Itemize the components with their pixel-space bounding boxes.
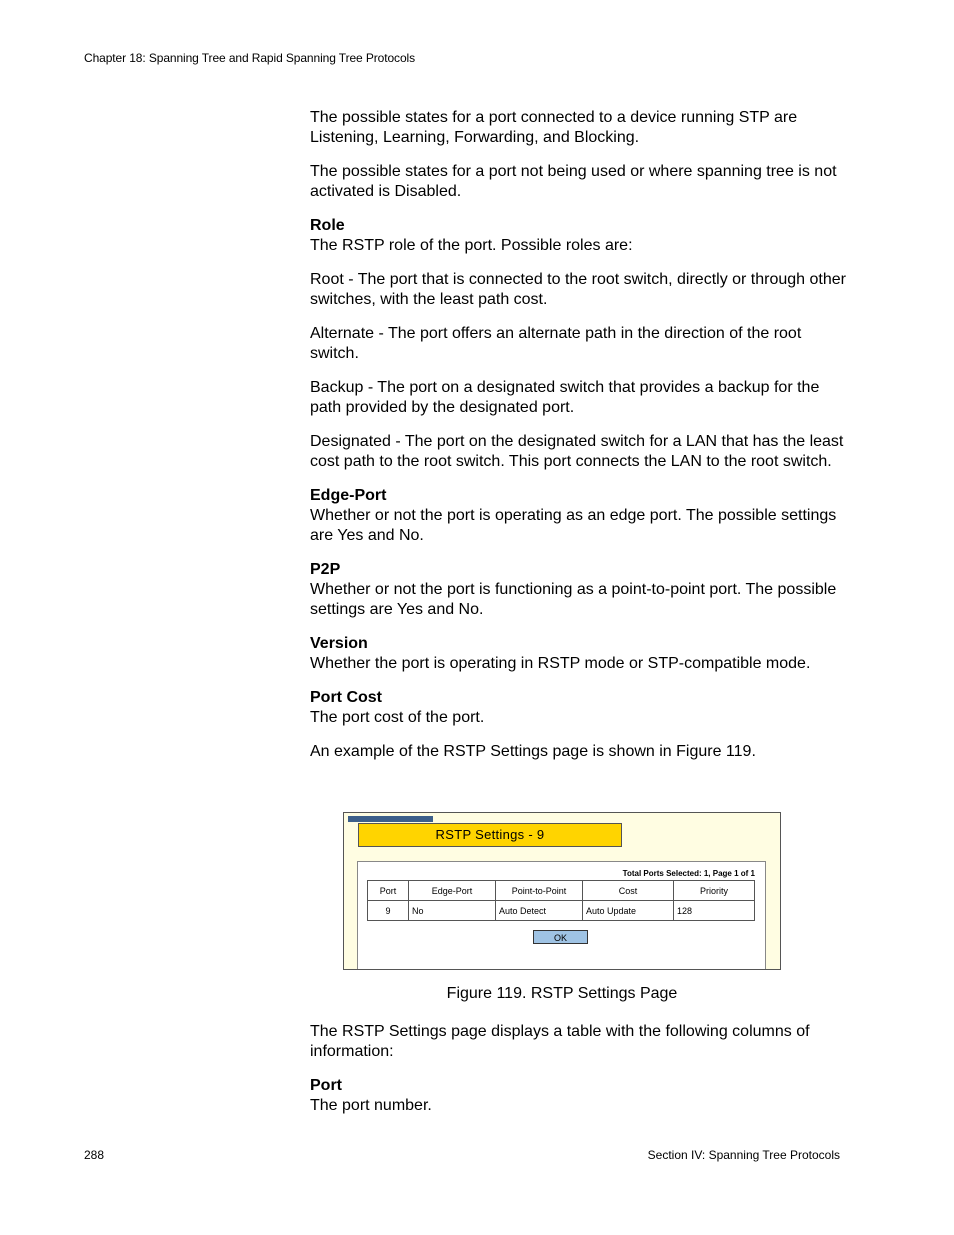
role-alternate: Alternate - The port offers an alternate path in the direction of the root switch. (310, 325, 802, 362)
paragraph-table-columns: The RSTP Settings page displays a table with the following columns of information: (310, 1023, 810, 1060)
role-root: Root - The port that is connected to the root switch, directly or through other switches, with the least path cost. (310, 271, 846, 308)
rstp-port-table (367, 880, 755, 921)
paragraph-disabled-state: The possible states for a port not being used or where spanning tree is not activated is Disabled. (310, 163, 837, 200)
table-row[interactable] (368, 901, 755, 921)
role-backup: Backup - The port on a designated switch that provides a backup for the path provided by the designated port. (310, 379, 820, 416)
figure-caption: Figure 119. RSTP Settings Page (446, 985, 678, 1002)
definition-port-cost: The port cost of the port. (310, 709, 485, 726)
column-header-priority: Priority (674, 881, 755, 901)
definition-edge-port: Whether or not the port is operating as an edge port. The possible settings are Yes and No. (310, 507, 837, 544)
definition-p2p: Whether or not the port is functioning as a point-to-point port. The possible settings are Yes and No. (310, 581, 837, 618)
term-p2p: P2P (310, 561, 341, 578)
term-version: Version (310, 635, 368, 652)
settings-panel (357, 861, 766, 969)
column-header-edge-port: Edge-Port (409, 881, 496, 901)
cell-point-to-point: Auto Detect (496, 901, 583, 921)
section-footer: Section IV: Spanning Tree Protocols (647, 1148, 840, 1162)
rstp-settings-screenshot (343, 812, 781, 970)
window-accent-bar (348, 816, 433, 822)
term-edge-port: Edge-Port (310, 487, 387, 504)
chapter-header: Chapter 18: Spanning Tree and Rapid Spanning Tree Protocols (84, 51, 415, 65)
column-header-point-to-point: Point-to-Point (496, 881, 583, 901)
paragraph-example: An example of the RSTP Settings page is shown in Figure 119. (310, 743, 756, 760)
column-header-port: Port (368, 881, 409, 901)
term-port: Port (310, 1077, 342, 1094)
page-number: 288 (84, 1148, 105, 1162)
rstp-settings-title: RSTP Settings - 9 (358, 823, 622, 847)
table-header-row (368, 881, 755, 901)
definition-version: Whether the port is operating in RSTP mode or STP-compatible mode. (310, 655, 811, 672)
total-ports-summary: Total Ports Selected: 1, Page 1 of 1 (622, 869, 755, 878)
definition-port: The port number. (310, 1097, 432, 1114)
cell-edge-port: No (409, 901, 496, 921)
cell-priority: 128 (674, 901, 755, 921)
role-designated: Designated - The port on the designated switch for a LAN that has the least cost path to the root switch. This port connects the LAN to the root switch. (310, 433, 844, 470)
cell-cost: Auto Update (583, 901, 674, 921)
paragraph-stp-states: The possible states for a port connected to a device running STP are Listening, Learning, Forwarding, and Blocking. (310, 109, 798, 146)
body-text (310, 108, 850, 776)
term-role: Role (310, 217, 345, 234)
term-port-cost: Port Cost (310, 689, 382, 706)
definition-role: The RSTP role of the port. Possible roles are: (310, 237, 633, 254)
column-header-cost: Cost (583, 881, 674, 901)
cell-port: 9 (368, 901, 409, 921)
body-text-after-figure (310, 1022, 850, 1116)
ok-button[interactable]: OK (533, 930, 588, 944)
